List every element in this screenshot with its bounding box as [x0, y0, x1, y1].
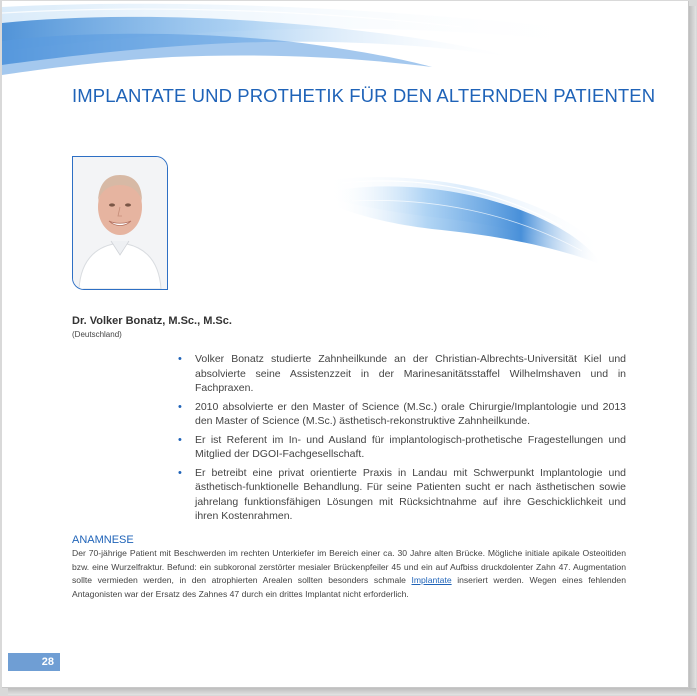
bio-item-text: Er betreibt eine privat orientierte Praxis in Landau mit Schwerpunkt Implantologie und ästhetisch-funktionelle Behandlung. Für seine Patienten sucht er nach ästhetischen sowie jahrelang funktionsfähigen Lösungen mit Rücksichtnahme auf ihre Geschicklichkeit und ihren Kostenrahmen. — [195, 466, 626, 522]
page-title: IMPLANTATE UND PROTHETIK FÜR DEN ALTERNDEN PATIENTEN — [72, 85, 656, 106]
author-country: (Deutschland) — [72, 330, 122, 339]
bio-item — [178, 433, 626, 462]
anamnese-heading: ANAMNESE — [72, 534, 134, 546]
bio-item — [178, 466, 626, 524]
bio-list — [178, 352, 626, 528]
middle-wave-decoration — [322, 161, 612, 271]
author-photo — [72, 156, 168, 290]
bullet-icon: • — [178, 433, 182, 446]
bullet-icon: • — [178, 353, 182, 365]
page-number: 28 — [8, 653, 60, 671]
bio-item — [178, 352, 626, 396]
anamnese-text — [72, 547, 626, 601]
document-page — [2, 1, 689, 688]
bio-item-text: 2010 absolvierte er den Master of Science (M.Sc.) orale Chirurgie/Implantologie und 2013 den Master of Science (M.Sc.) ästhetisch-rekonstruktive Zahnheilkunde. — [195, 400, 626, 427]
anamnese-text-part: Der 70-jährige Patient mit Beschwerden im rechten Unterkiefer im Bereich einer ca. 30 Jahre alten Brücke. Mögliche initiale apikale Osteoitiden bzw. eine Wurzelfraktur. Befund: ein subkoronal zerstörter mesialer Brückenpfeiler 45 und ein auf Aufbiss druckdolenter Zahn 47. Augmentation sollte vermieden werden, in den atrophierten Arealen sollten besonders schmale — [72, 548, 626, 586]
bio-item-text: Er ist Referent im In- und Ausland für implantologisch-prothetische Fragestellungen und Mitglied der DGOI-Fachgesellschaft. — [195, 433, 626, 460]
author-name: Dr. Volker Bonatz, M.Sc., M.Sc. — [72, 315, 232, 327]
bio-item-text: Volker Bonatz studierte Zahnheilkunde an der Christian-Albrechts-Universität Kiel und absolvierte seine Assistenzzeit in der Marinesanitätsstaffel Wilhelmshaven und in Fachpraxen. — [195, 353, 626, 394]
bio-item — [178, 400, 626, 429]
anamnese-text-part: inseriert werden. Wegen eines fehlenden Antagonisten war der Ersatz des Zahnes 47 durch ein drittes Implantat nicht erforderlich. — [72, 575, 626, 599]
bullet-icon: • — [178, 400, 182, 413]
bullet-icon: • — [178, 466, 182, 479]
implantate-link[interactable]: Implantate — [411, 575, 452, 586]
page-shadow-right — [689, 6, 696, 694]
page-shadow-bottom — [8, 688, 696, 695]
top-wave-decoration — [2, 1, 688, 83]
portrait-image — [73, 157, 167, 289]
